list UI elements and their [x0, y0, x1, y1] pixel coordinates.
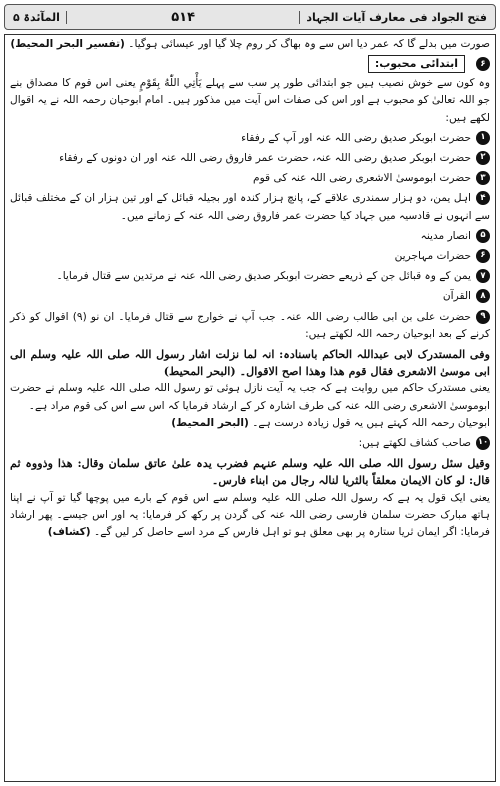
item-number-badge: ۸: [476, 289, 490, 303]
abu-hayyan-note: [10, 415, 490, 432]
list-item: [10, 170, 490, 187]
page-body: [10, 36, 490, 541]
item-text: حضرت ابوبکر صدیق رضی اللہ عنہ، حضرت عمر فاروق رضی اللہ عنہ اور ان دونوں کے رفقاء: [59, 152, 471, 165]
arabic-quote-source: (البحر المحیط): [163, 364, 236, 379]
item-text: یمن کے وہ قبائل جن کے ذریعے حضرت ابوبکر صدیق رضی اللہ عنہ نے مرتدین سے قتال فرمایا۔: [56, 270, 471, 283]
item-number-badge: ۲: [476, 151, 490, 165]
list-item: [10, 190, 490, 224]
note-text: ابوحیان رحمہ اللہ کہتے ہیں یہ قول زیادہ درست ہے۔: [252, 416, 490, 429]
list-item: [10, 309, 490, 343]
item-number-badge: ۱۰: [476, 436, 490, 450]
intro-paragraph: [10, 36, 490, 53]
list-item: [10, 130, 490, 147]
item-text: صاحب کشاف لکھتے ہیں:: [358, 437, 471, 450]
list-item: [10, 248, 490, 265]
arabic-quote-text: وفی المستدرک لابی عبداللہ الحاکم باسنادہ: انہ لما نزلت اشار رسول اللہ صلی اللہ علیہ وسلم الی ابی موسیٰ الاشعری فقال قوم ھذا وھذا اصح الاقوال۔: [10, 347, 490, 379]
item-text: انصار مدینہ: [420, 229, 471, 242]
arabic-quote-mustadrak: [10, 346, 490, 380]
item-number-badge: ۷: [476, 269, 490, 283]
list-item: [10, 268, 490, 285]
section-heading: [10, 55, 490, 73]
book-title: فتح الجواد فی معارف آیات الجہاد: [299, 11, 487, 24]
page-number: ۵۱۴: [171, 9, 196, 25]
note-source: (البحر المحیط): [171, 416, 249, 429]
intro-text: صورت میں بدلے گا کہ عمر دیا اس سے وہ بھاگ کر روم چلا گیا اور عیسائی ہوگیا۔: [128, 38, 490, 50]
translation-source: (کشاف): [47, 526, 91, 539]
item-text: القرآن: [442, 290, 471, 303]
item-number-badge: ۱: [476, 131, 490, 145]
item-text: اہل یمن، دو ہزار سمندری علاقے کے، پانچ ہزار کندہ اور بجیلہ قبائل کے اور تین ہزار ان کے مختلف قبائل سے انہوں نے قادسیہ میں جہاد کیا حضرت عمر فاروق رضی اللہ عنہ کے زمانے میں۔: [10, 192, 490, 222]
item-text: حضرت علی بن ابی طالب رضی اللہ عنہ۔ جب آپ نے خوارج سے قتال فرمایا۔ ان نو (۹) اقوال کو ذکر کرنے کے بعد ابوحیان رحمہ اللہ لکھتے ہیں:: [10, 310, 490, 340]
list-item: [10, 228, 490, 245]
item-number-badge: ۹: [476, 310, 490, 324]
item-number-badge: ۵: [476, 229, 490, 243]
item-text: حضرات مہاجرین: [394, 250, 471, 263]
item-number-badge: ۴: [476, 191, 490, 205]
translation-mustadrak: یعنی مستدرک حاکم میں روایت ہے کہ جب یہ آیت نازل ہوئی تو رسول اللہ صلی اللہ علیہ وسلم نے حضرت ابوموسیٰ الاشعری رضی اللہ عنہ کی طرف اشارہ کر کے ارشاد فرمایا کہ اس سے اس کی قوم مراد ہے۔: [10, 382, 490, 412]
item-text: حضرت ابوبکر صدیق رضی اللہ عنہ اور آپ کے رفقاء: [241, 131, 471, 144]
surah-reference: المآئدۃ ۵: [13, 11, 67, 24]
item-number-badge: ۳: [476, 171, 490, 185]
list-item: [10, 150, 490, 167]
translation-text: یعنی ایک قول یہ ہے کہ رسول اللہ صلی اللہ علیہ وسلم سے اس قوم کے بارے میں پوچھا گیا تو آپ نے اپنا ہاتھ مبارک حضرت سلمان فارسی رضی اللہ عنہ کی گردن پر رکھ کر فرمایا: یہ اور اس جیسے۔ پھر ارشاد فرمایا: اگر ایمان ثریا ستارہ پر بھی معلق ہو تو اہل فارس کے مرد اسے حاصل کر لیں گے۔: [10, 491, 490, 539]
list-item-10: [10, 435, 490, 452]
item-number-badge: ۶: [476, 249, 490, 263]
page-header: [4, 4, 496, 30]
intro-source: (تفسیر البحر المحیط): [10, 38, 125, 50]
section-number-badge: ۶: [476, 57, 490, 71]
list-item: [10, 288, 490, 305]
arabic-quote-kashshaf: وقیل سئل رسول اللہ صلی اللہ علیہ وسلم عنہم فضرب یدہ علیٰ عاتق سلمان وقال: ھذا وذووہ ثم قال: لو کان الایمان معلقاً بالثریا لنالہ رجال من ابناء فارس۔: [10, 456, 490, 488]
translation-kashshaf: [10, 490, 490, 542]
opinions-list: [10, 130, 490, 343]
item-text: حضرت ابوموسیٰ الاشعری رضی اللہ عنہ کی قوم: [253, 172, 471, 185]
section-intro: وہ کون سے خوش نصیب ہیں جو ابتدائی طور پر سب سے پہلے يَأْتِي اللّٰهُ بِقَوْمٍ یعنی اس قوم کا مصداق بنے جو اللہ تعالیٰ کو محبوب ہے اور اس کی صفات اس آیت میں مذکور ہیں۔ امام ابوحیان رحمہ اللہ نے یہ اقوال لکھے ہیں:: [10, 77, 490, 124]
section-title: ابتدائی محبوب:: [368, 55, 465, 73]
